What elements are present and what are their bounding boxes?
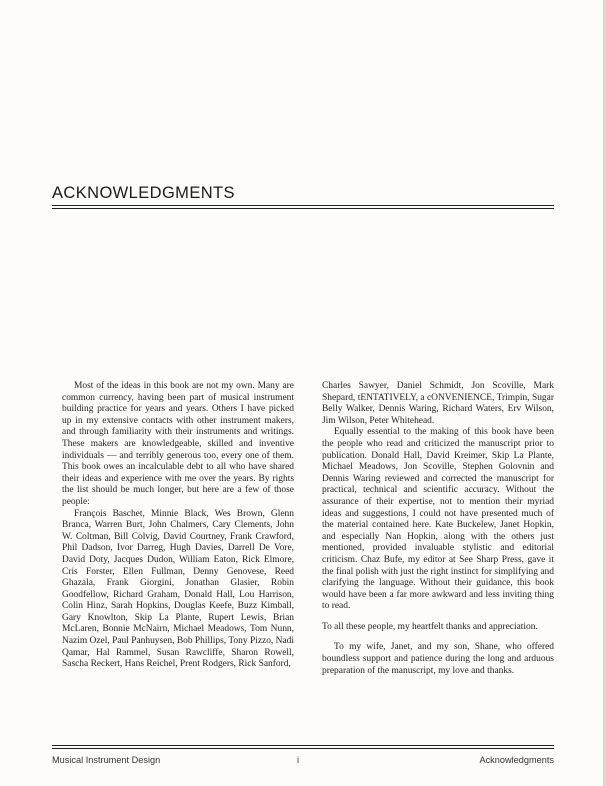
makers-list-continued: Charles Sawyer, Daniel Schmidt, Jon Scoville, Mark Shepard, tENTATIVELY, a cONVENIENCE, Trimpin, Sugar Belly Walker, Dennis Waring, Richard Waters, Erv Wilson, Jim Wilson, Peter Whitehead. — [322, 381, 554, 426]
dedication-paragraph: To my wife, Janet, and my son, Shane, who offered boundless support and patience during the long and arduous preparation of the manuscript, my love and thanks. — [322, 642, 554, 676]
left-column — [62, 381, 294, 677]
makers-list-paragraph: François Baschet, Minnie Black, Wes Brown, Glenn Branca, Warren Burt, John Chalmers, Cary Clements, John W. Coltman, Bill Colvig, David Courtney, Frank Crawford, Phil Dadson, Ivor Darreg, Hugh Davies, Darrell De Vore, David Doty, Jacques Dudon, William Eaton, Rick Elmore, Cris Forster, Ellen Fullman, Denny Genovese, Reed Ghazala, Frank Giorgini, Jonathan Glasier, Robin Goodfellow, Richard Graham, Donald Hall, Lou Harrison, Colin Hinz, Sarah Hopkins, Douglas Keefe, Buzz Kimball, Gary Knowlton, Skip La Plante, Rupert Lewis, Brian McLaren, Bonnie McNairn, Michael Meadows, Tom Nunn, Nazim Ozel, Paul Panhuysen, Bob Phillips, Tony Pizzo, Nadi Qamar, Hal Rammel, Susan Rawcliffe, Sharon Rowell, Sascha Reckert, Hans Reichel, Prent Rodgers, Rick Sanford, — [62, 508, 294, 670]
page-title: ACKNOWLEDGMENTS — [52, 184, 235, 202]
heading-double-rule — [52, 205, 554, 209]
footer-section-title: Acknowledgments — [479, 755, 554, 765]
intro-paragraph: Most of the ideas in this book are not my own. Many are common currency, having been part of musical instrument building practice for years and years. Others I have picked up in my extensive contacts with other instrument makers, and through familiarity with their instruments and writings. These makers are knowledgeable, skilled and inventive individuals — and terribly generous too, every one of them. This book owes an incalculable debt to all who have shared their ideas and experience with me over the years. By rights the list should be much longer, but here are a few of those people: — [62, 381, 294, 507]
reviewers-paragraph: Equally essential to the making of this book have been the people who read and criticized the manuscript prior to publication. Donald Hall, David Kreimer, Skip La Plante, Michael Meadows, Jon Scoville, Stephen Golovnin and Dennis Waring reviewed and corrected the manuscript for practical, technical and scientific accuracy. Without the assurance of their expertise, not to mention their myriad ideas and suggestions, I could not have presented much of the material contained here. Kate Buckelew, Janet Hopkin, and especially Nan Hopkin, along with the others just mentioned, provided invaluable stylistic and editorial criticism. Chaz Bufe, my editor at See Sharp Press, gave it the final polish with just the right instinct for simplifying and clarifying the language. Without their guidance, this book would have been a far more awkward and less inviting thing to read. — [322, 427, 554, 612]
thanks-paragraph: To all these people, my heartfelt thanks and appreciation. — [322, 621, 538, 632]
page-number: i — [297, 755, 300, 765]
body-columns — [62, 381, 554, 677]
right-column — [322, 381, 554, 677]
footer-double-rule — [52, 745, 554, 749]
footer-book-title: Musical Instrument Design — [52, 755, 161, 765]
